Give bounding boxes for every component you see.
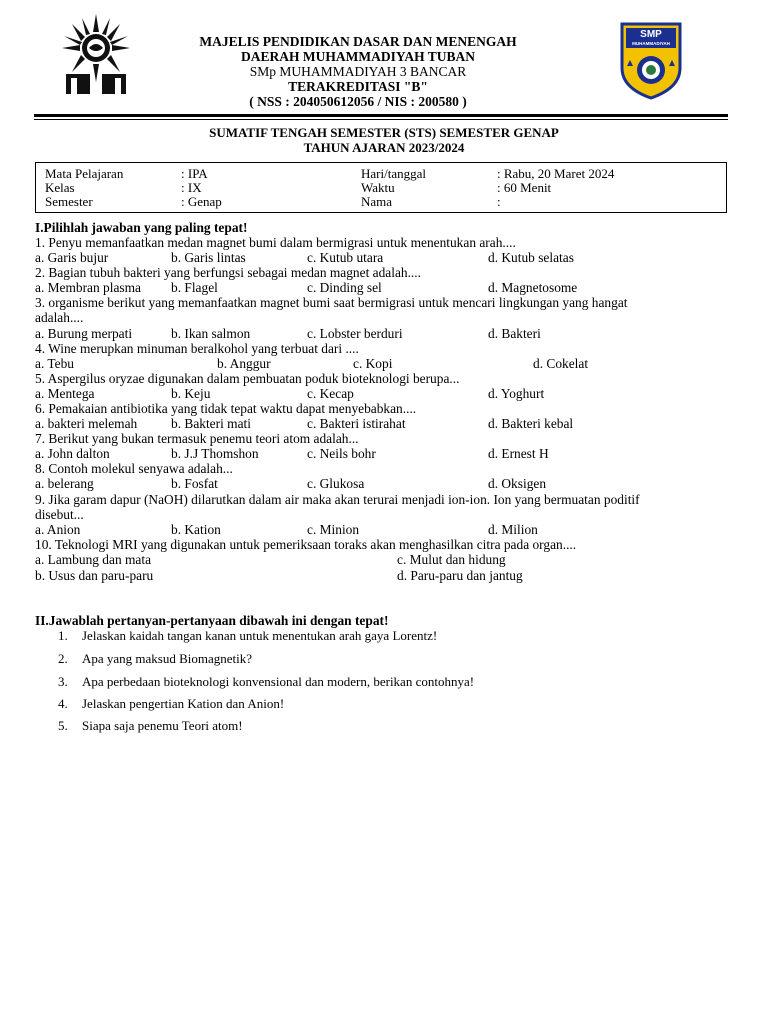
essay-3-number: 3. — [58, 674, 68, 689]
q7-option-d: d. Ernest H — [488, 446, 549, 461]
class-label: Kelas — [45, 180, 75, 195]
q8-option-c: c. Glukosa — [307, 476, 365, 491]
time-value: : 60 Menit — [497, 180, 552, 195]
q8-option-d: d. Oksigen — [488, 476, 547, 491]
exam-title: SUMATIF TENGAH SEMESTER (STS) SEMESTER GENAP — [209, 125, 559, 140]
q5-option-d: d. Yoghurt — [488, 386, 545, 401]
essay-2-number: 2. — [58, 651, 68, 666]
essay-4-text: Jelaskan pengertian Kation dan Anion! — [82, 696, 285, 711]
section-1-title: I.Pilihlah jawaban yang paling tepat! — [35, 220, 248, 235]
class-value: : IX — [181, 180, 202, 195]
q3-option-b: b. Ikan salmon — [171, 326, 251, 341]
letterhead — [150, 34, 566, 109]
essay-2-text: Apa yang maksud Biomagnetik? — [82, 651, 253, 666]
question-3: 3. organisme berikut yang memanfaatkan magnet bumi saat bermigrasi untuk mencari lingkungan yang hangat — [35, 295, 628, 310]
q2-option-c: c. Dinding sel — [307, 280, 382, 295]
q3-option-a: a. Burung merpati — [35, 326, 133, 341]
q7-option-b: b. J.J Thomshon — [171, 446, 259, 461]
date-value: : Rabu, 20 Maret 2024 — [497, 166, 615, 181]
q2-option-d: d. Magnetosome — [488, 280, 578, 295]
essay-1-number: 1. — [58, 628, 68, 643]
letterhead-divider-thick — [34, 114, 728, 117]
exam-title-block — [34, 125, 734, 155]
q1-option-a: a. Garis bujur — [35, 250, 109, 265]
q8-option-a: a. belerang — [35, 476, 94, 491]
q4-option-a: a. Tebu — [35, 356, 74, 371]
date-label: Hari/tanggal — [361, 166, 426, 181]
q4-option-c: c. Kopi — [353, 356, 393, 371]
q5-option-b: b. Keju — [171, 386, 211, 401]
q5-option-c: c. Kecap — [307, 386, 354, 401]
smp-muhammadiyah-logo — [618, 20, 684, 100]
q10-option-c: c. Mulut dan hidung — [397, 552, 506, 567]
q9-option-b: b. Kation — [171, 522, 221, 537]
q6-option-d: d. Bakteri kebal — [488, 416, 574, 431]
q4-option-b: b. Anggur — [217, 356, 271, 371]
letterhead-line-2: DAERAH MUHAMMADIYAH TUBAN — [240, 49, 475, 64]
question-10: 10. Teknologi MRI yang digunakan untuk pemeriksaan toraks akan menghasilkan citra pada organ.... — [35, 537, 577, 552]
q3-option-c: c. Lobster berduri — [307, 326, 403, 341]
essay-4-number: 4. — [58, 696, 68, 711]
letterhead-line-1: MAJELIS PENDIDIKAN DASAR DAN MENENGAH — [199, 34, 517, 49]
q7-option-a: a. John dalton — [35, 446, 110, 461]
q1-option-d: d. Kutub selatas — [488, 250, 574, 265]
q1-option-b: b. Garis lintas — [171, 250, 246, 265]
question-9-continued: disebut... — [35, 507, 84, 522]
q6-option-b: b. Bakteri mati — [171, 416, 251, 431]
letterhead-school-name: SMp MUHAMMADIYAH 3 BANCAR — [249, 64, 467, 79]
section-2-title: II.Jawablah pertanyan-pertanyaan dibawah ini dengan tepat! — [35, 613, 389, 628]
question-7: 7. Berikut yang bukan termasuk penemu teori atom adalah... — [35, 431, 359, 446]
question-8: 8. Contoh molekul senyawa adalah... — [35, 461, 233, 476]
time-label: Waktu — [361, 180, 395, 195]
essay-1-text: Jelaskan kaidah tangan kanan untuk menentukan arah gaya Lorentz! — [82, 628, 438, 643]
q9-option-a: a. Anion — [35, 522, 81, 537]
q5-option-a: a. Mentega — [35, 386, 95, 401]
q2-option-a: a. Membran plasma — [35, 280, 141, 295]
q8-option-b: b. Fosfat — [171, 476, 218, 491]
question-4: 4. Wine merupkan minuman beralkohol yang terbuat dari .... — [35, 341, 359, 356]
question-1: 1. Penyu memanfaatkan medan magnet bumi dalam bermigrasi untuk menentukan arah.... — [35, 235, 516, 250]
semester-label: Semester — [45, 194, 93, 209]
exam-info-box — [35, 162, 727, 213]
question-6: 6. Pemakaian antibiotika yang tidak tepat waktu dapat menyebabkan.... — [35, 401, 417, 416]
letterhead-accreditation: TERAKREDITASI "B" — [288, 79, 428, 94]
question-2: 2. Bagian tubuh bakteri yang berfungsi sebagai medan magnet adalah.... — [35, 265, 421, 280]
question-9: 9. Jika garam dapur (NaOH) dilarutkan dalam air maka akan terurai menjadi ion-ion. Ion yang bermuatan poditif — [35, 492, 640, 507]
q3-option-d: d. Bakteri — [488, 326, 541, 341]
q10-option-a: a. Lambung dan mata — [35, 552, 152, 567]
semester-value: : Genap — [181, 194, 222, 209]
name-label: Nama — [361, 194, 393, 209]
logo-smp-text: SMP — [640, 29, 662, 40]
name-field[interactable]: : — [497, 194, 501, 209]
logo-muhammadiyah-text: MUHAMMADIYAH — [632, 41, 670, 46]
q9-option-d: d. Milion — [488, 522, 538, 537]
q2-option-b: b. Flagel — [171, 280, 218, 295]
essay-5-number: 5. — [58, 718, 68, 733]
subject-value: : IPA — [181, 166, 208, 181]
q6-option-a: a. bakteri melemah — [35, 416, 138, 431]
q7-option-c: c. Neils bohr — [307, 446, 376, 461]
subject-label: Mata Pelajaran — [45, 166, 124, 181]
essay-3-text: Apa perbedaan bioteknologi konvensional dan modern, berikan contohnya! — [82, 674, 475, 689]
q6-option-c: c. Bakteri istirahat — [307, 416, 406, 431]
q1-option-c: c. Kutub utara — [307, 250, 384, 265]
q10-option-d: d. Paru-paru dan jantug — [397, 568, 523, 583]
q10-option-b: b. Usus dan paru-paru — [35, 568, 154, 583]
q9-option-c: c. Minion — [307, 522, 360, 537]
letterhead-nss-nis: ( NSS : 204050612056 / NIS : 200580 ) — [249, 94, 467, 109]
muhammadiyah-logo-icon — [58, 14, 134, 96]
q4-option-d: d. Cokelat — [533, 356, 589, 371]
question-5: 5. Aspergilus oryzae digunakan dalam pembuatan poduk bioteknologi berupa... — [35, 371, 460, 386]
letterhead-divider-thin — [34, 119, 728, 120]
question-3-continued: adalah.... — [35, 310, 84, 325]
exam-academic-year: TAHUN AJARAN 2023/2024 — [303, 140, 465, 155]
essay-5-text: Siapa saja penemu Teori atom! — [82, 718, 243, 733]
